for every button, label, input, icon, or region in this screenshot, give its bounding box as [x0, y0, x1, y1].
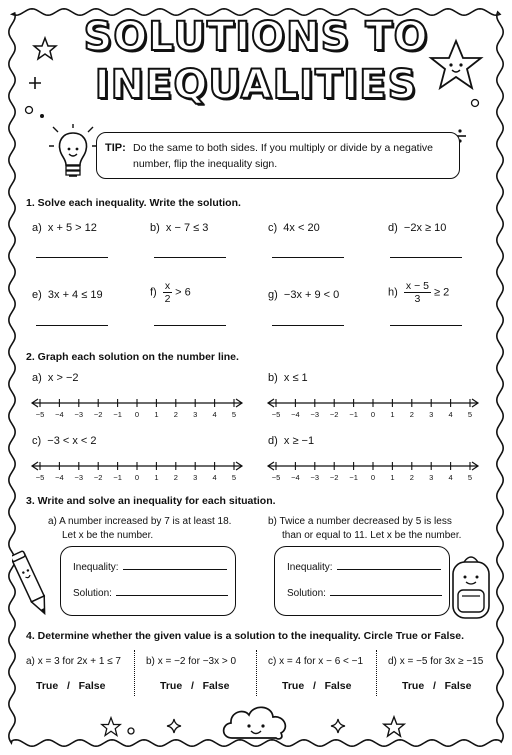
true-false-4d — [402, 680, 472, 692]
tick-label: −5 — [35, 410, 45, 418]
problem-1f — [150, 280, 191, 305]
slash: / — [432, 680, 436, 692]
question-4b — [146, 656, 236, 667]
section-2-heading: 2. Graph each solution on the number line. — [26, 351, 239, 363]
tick-label: 0 — [134, 473, 140, 481]
question-4d — [388, 656, 483, 667]
tick-label: 2 — [173, 473, 178, 481]
problem-expression: −2x ≥ 10 — [403, 222, 447, 234]
tick-label: −4 — [55, 410, 64, 418]
tick-label: 5 — [231, 473, 237, 481]
tick-label: 1 — [390, 410, 395, 418]
tick-label: 2 — [409, 473, 414, 481]
problem-expression: −3x + 9 < 0 — [283, 289, 340, 301]
problem-1d — [388, 222, 446, 234]
tick-label: −2 — [93, 473, 103, 481]
star-icon — [100, 716, 122, 738]
fraction — [404, 280, 431, 305]
true-false-4a — [36, 680, 106, 692]
problem-2a — [32, 372, 78, 384]
problem-expression: x > −2 — [47, 372, 79, 384]
inequality-answer-line[interactable] — [337, 569, 441, 570]
question-label: b) — [146, 656, 155, 667]
solution-row[interactable] — [73, 588, 228, 599]
inequality-answer-line[interactable] — [123, 569, 227, 570]
situation-3b — [268, 515, 478, 543]
tick-label: −5 — [35, 473, 45, 481]
sparkle-icon — [330, 718, 346, 734]
tick-label: −2 — [329, 473, 339, 481]
title-line-2: INEQUALITIES — [94, 62, 418, 108]
problem-label: f) — [150, 286, 157, 299]
problem-expression: > 6 — [175, 286, 191, 299]
solution-answer-line[interactable] — [116, 595, 228, 596]
tick-label: −4 — [291, 410, 300, 418]
answer-line-1e[interactable] — [36, 325, 108, 326]
problem-1e — [32, 289, 103, 301]
problem-label: d) — [268, 435, 278, 447]
sparkle-icon — [166, 718, 182, 734]
tick-label: 4 — [448, 410, 453, 418]
true-option[interactable]: True — [160, 680, 183, 692]
tip-text: Do the same to both sides. If you multiply or divide by a negative number, flip the inequality sign. — [133, 142, 433, 170]
numerator: x − 5 — [405, 280, 429, 292]
solution-label: Solution: — [287, 588, 326, 599]
inequality-label: Inequality: — [73, 562, 119, 573]
situation-label: a) — [48, 516, 57, 527]
problem-label: b) — [150, 222, 160, 234]
problem-expression: x − 7 ≤ 3 — [165, 222, 209, 234]
divider — [256, 650, 257, 696]
problem-1a — [32, 222, 97, 234]
star-icon — [382, 715, 406, 739]
tick-label: −2 — [93, 410, 103, 418]
tick-label: −1 — [113, 410, 122, 418]
question-label: a) — [26, 656, 35, 667]
problem-expression: 3x + 4 ≤ 19 — [47, 289, 103, 301]
question-text: x = 3 for 2x + 1 ≤ 7 — [37, 656, 121, 667]
problem-label: a) — [32, 372, 42, 384]
question-label: d) — [388, 656, 397, 667]
problem-2b — [268, 372, 308, 384]
tick-label: 3 — [193, 410, 198, 418]
problem-label: a) — [32, 222, 42, 234]
problem-2c — [32, 435, 97, 447]
tick-label: 1 — [390, 473, 395, 481]
problem-1g — [268, 289, 339, 301]
problem-1b — [150, 222, 208, 234]
tick-label: −1 — [349, 410, 358, 418]
slash: / — [312, 680, 316, 692]
inequality-row[interactable] — [287, 562, 441, 573]
tick-label: 2 — [409, 410, 414, 418]
problem-expression: 4x < 20 — [283, 222, 320, 234]
tick-label: −3 — [74, 473, 84, 481]
dot-icon — [38, 112, 46, 120]
tick-label: 2 — [173, 410, 178, 418]
tick-label: −3 — [310, 473, 320, 481]
section-1-heading: 1. Solve each inequality. Write the solution. — [26, 197, 241, 209]
true-option[interactable]: True — [402, 680, 425, 692]
answer-line-1g[interactable] — [272, 325, 344, 326]
problem-label: c) — [268, 222, 278, 234]
situation-3a — [48, 515, 248, 543]
problem-label: e) — [32, 289, 42, 301]
tip-box — [96, 132, 460, 179]
numerator: x — [164, 280, 171, 292]
tick-label: 5 — [467, 410, 473, 418]
number-line-2d[interactable] — [266, 459, 480, 481]
tick-label: −3 — [310, 410, 320, 418]
slash: / — [190, 680, 194, 692]
tick-label: 1 — [154, 410, 159, 418]
false-option[interactable]: False — [78, 680, 106, 692]
problem-expression: −3 < x < 2 — [47, 435, 97, 447]
inequality-label: Inequality: — [287, 562, 333, 573]
tick-label: −4 — [291, 473, 300, 481]
answer-line-1a[interactable] — [36, 257, 108, 258]
tick-label: −4 — [55, 473, 64, 481]
answer-line-1b[interactable] — [154, 257, 226, 258]
solution-answer-line[interactable] — [330, 595, 442, 596]
tick-label: 0 — [370, 473, 376, 481]
tick-label: 4 — [212, 410, 217, 418]
problem-expression: x ≤ 1 — [283, 372, 308, 384]
problem-label: b) — [268, 372, 278, 384]
answer-line-1d[interactable] — [390, 257, 462, 258]
section-3-heading: 3. Write and solve an inequality for each situation. — [26, 495, 276, 507]
number-line-2c[interactable] — [30, 459, 244, 481]
tick-label: 5 — [467, 473, 473, 481]
problem-label: c) — [32, 435, 42, 447]
situation-text-line-1: A number increased by 7 is at least 18. — [59, 516, 232, 527]
backpack-icon — [448, 552, 494, 622]
problem-2d — [268, 435, 314, 447]
true-option[interactable]: True — [282, 680, 305, 692]
problem-1h — [388, 280, 449, 305]
tip-label: TIP: — [105, 142, 126, 154]
true-false-4b — [160, 680, 230, 692]
question-label: c) — [268, 656, 277, 667]
situation-text-line-1: Twice a number decreased by 5 is less — [279, 516, 452, 527]
question-text: x = −2 for −3x > 0 — [157, 656, 237, 667]
question-text: x = 4 for x − 6 < −1 — [279, 656, 364, 667]
tick-label: −1 — [113, 473, 122, 481]
tick-label: 0 — [370, 410, 376, 418]
slash: / — [66, 680, 70, 692]
question-text: x = −5 for 3x ≥ −15 — [399, 656, 484, 667]
situation-text-line-2: Let x be the number. — [62, 530, 154, 541]
problem-expression: ≥ 2 — [434, 286, 450, 299]
problem-label: g) — [268, 289, 278, 301]
denominator: 2 — [164, 293, 171, 305]
problem-label: d) — [388, 222, 398, 234]
number-line-2a[interactable] — [30, 396, 244, 418]
fraction — [163, 280, 172, 305]
true-option[interactable]: True — [36, 680, 59, 692]
tick-label: 0 — [134, 410, 140, 418]
answer-line-1f[interactable] — [154, 325, 226, 326]
tick-label: −2 — [329, 410, 339, 418]
solution-row[interactable] — [287, 588, 442, 599]
tick-label: −5 — [271, 410, 281, 418]
tick-label: −1 — [349, 473, 358, 481]
divider — [134, 650, 135, 696]
smiling-cloud-icon — [218, 700, 294, 744]
answer-box-3a — [60, 546, 236, 616]
question-4c — [268, 656, 363, 667]
problem-expression: x ≥ −1 — [283, 435, 315, 447]
lightbulb-icon — [48, 124, 98, 186]
circle-dot-icon — [126, 726, 136, 736]
tick-label: 1 — [154, 473, 159, 481]
inequality-row[interactable] — [73, 562, 227, 573]
tick-label: 3 — [429, 410, 434, 418]
tick-label: 3 — [193, 473, 198, 481]
true-false-4c — [282, 680, 352, 692]
tick-label: 4 — [212, 473, 217, 481]
question-4a — [26, 656, 121, 667]
tick-label: 3 — [429, 473, 434, 481]
answer-line-1h[interactable] — [390, 325, 462, 326]
false-option[interactable]: False — [324, 680, 352, 692]
answer-box-3b — [274, 546, 450, 616]
pencil-icon — [12, 548, 52, 620]
false-option[interactable]: False — [444, 680, 472, 692]
false-option[interactable]: False — [202, 680, 230, 692]
title-line-1: SOLUTIONS TO — [83, 14, 429, 60]
number-line-2b[interactable] — [266, 396, 480, 418]
problem-1c — [268, 222, 320, 234]
problem-label: h) — [388, 286, 398, 299]
tick-label: −3 — [74, 410, 84, 418]
solution-label: Solution: — [73, 588, 112, 599]
tick-label: 4 — [448, 473, 453, 481]
problem-expression: x + 5 > 12 — [47, 222, 97, 234]
tick-label: 5 — [231, 410, 237, 418]
tick-label: −5 — [271, 473, 281, 481]
situation-text-line-2: than or equal to 11. Let x be the number. — [282, 530, 462, 541]
denominator: 3 — [414, 293, 421, 305]
divider — [376, 650, 377, 696]
answer-line-1c[interactable] — [272, 257, 344, 258]
section-4-heading: 4. Determine whether the given value is a solution to the inequality. Circle True or False. — [26, 630, 465, 642]
situation-label: b) — [268, 516, 277, 527]
